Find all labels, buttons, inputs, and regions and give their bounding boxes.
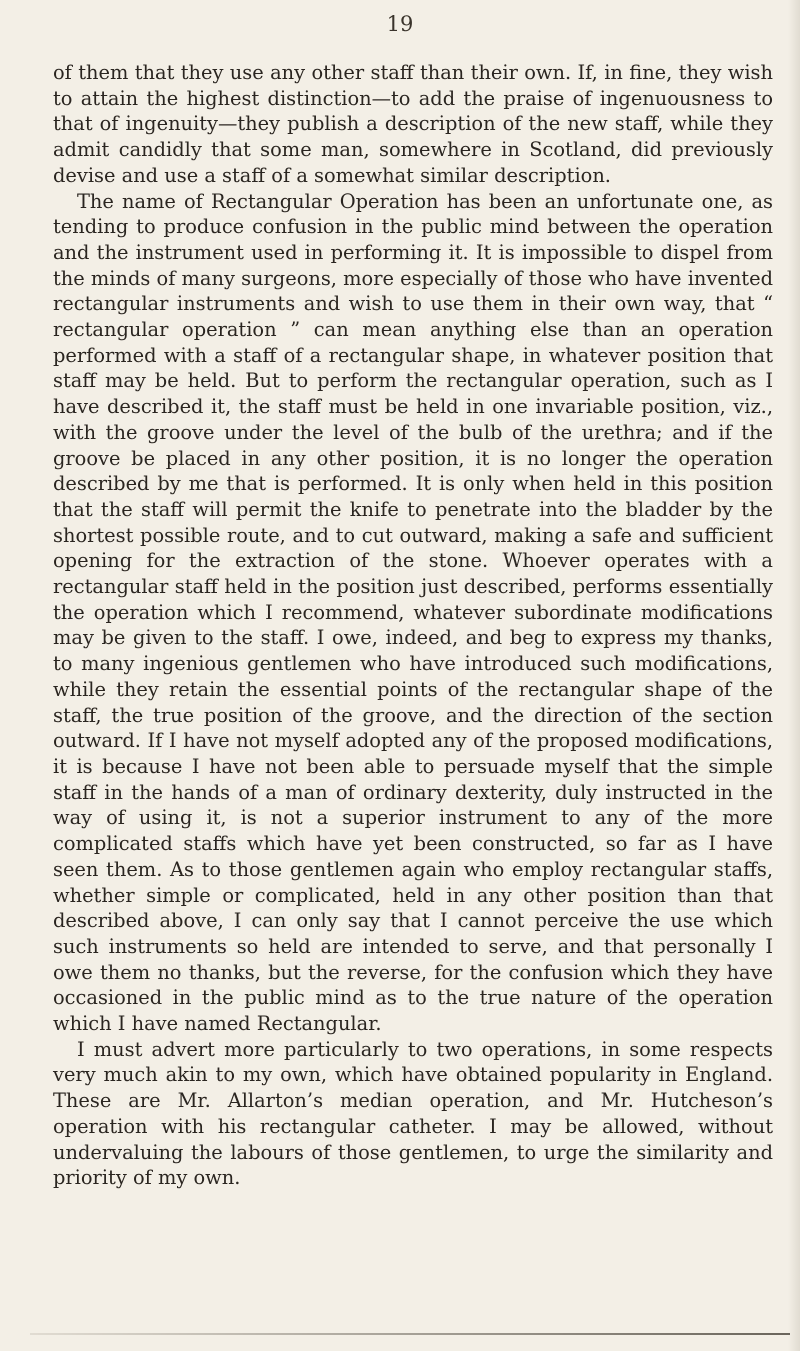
paragraph: The name of Rectangular Operation has been an unfortunate one, as tending to produce confusion in the public mind between the operation and the instrument used in performing it. It is impossible to dispel from the minds of many surgeons, more especially of those who have invented rectangular instruments and wish to use them in their own way, that “ rectangular operation ” can mean anything else than an operation performed with a staff of a rectangular shape, in whatever position that staff may be held. But to perform the rectangular operation, such as I have described it, the staff must be held in one invariable position, viz., with the groove under the level of the bulb of the urethra; and if the groove be placed in any other position, it is no longer the operation described by me that is performed. It is only when held in this position that the staff will permit the knife to penetrate into the bladder by the shortest possible route, and to cut outward, making a safe and sufficient opening for the extraction of the stone. Whoever operates with a rectangular staff held in the position just described, performs essentially the operation which I recommend, whatever subordinate modifications may be given to the staff. I owe, indeed, and beg to express my thanks, to many ingenious gentlemen who have introduced such modifications, while they retain the essential points of the rectangular shape of the staff, the true position of the groove, and the direction of the section outward. If I have not myself adopted any of the proposed modifications, it is because I have not been able to persuade myself that the simple staff in the hands of a man of ordinary dexterity, duly instructed in the way of using it, is not a superior instrument to any of the more complicated staffs which have yet been constructed, so far as I have seen them. As to those gentlemen again who employ rectangular staffs, whether simple or complicated, held in any other position than that described above, I can only say that I cannot perceive the use which such instruments so held are intended to serve, and that personally I owe them no thanks, but the reverse, for the confusion which they have occasioned in the public mind as to the true nature of the operation which I have named Rectangular. [53, 189, 773, 1036]
body-text [53, 60, 773, 1191]
page-bottom-edge [30, 1333, 790, 1335]
page-number: 19 [386, 12, 414, 36]
paragraph: of them that they use any other staff than their own. If, in fine, they wish to attain the highest distinction—to add the praise of ingenuousness to that of ingenuity—they publish a description of the new staff, while they admit candidly that some man, somewhere in Scotland, did previously devise and use a staff of a somewhat similar description. [53, 61, 773, 187]
paragraph: I must advert more particularly to two operations, in some respects very much akin to my own, which have obtained popularity in England. These are Mr. Allarton’s median operation, and Mr. Hutcheson’s operation with his rectangular catheter. I may be allowed, without undervaluing the labours of those gentlemen, to urge the similarity and priority of my own. [53, 1037, 773, 1190]
page-edge-shadow [788, 0, 800, 1351]
